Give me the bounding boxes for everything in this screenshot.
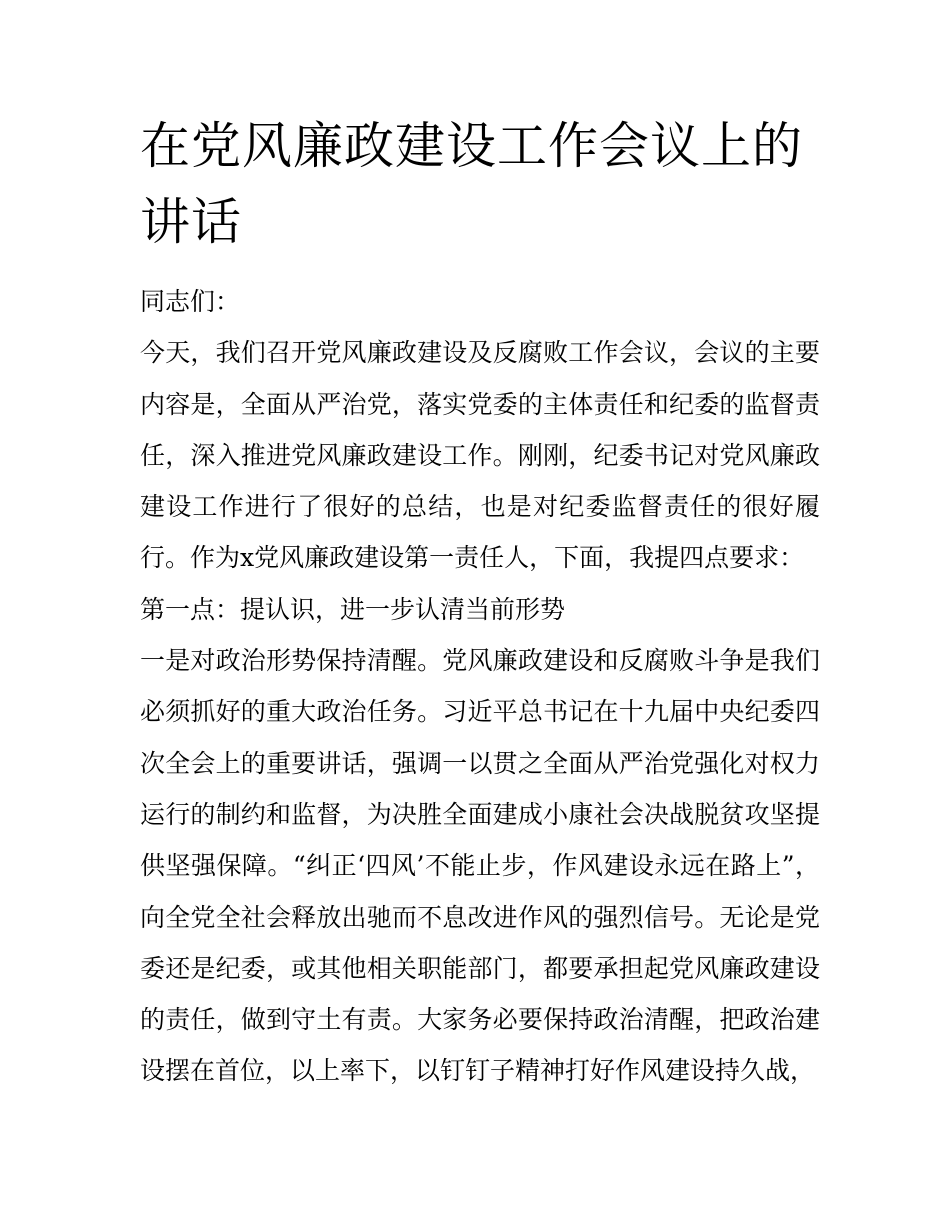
- paragraph-political-situation: 一是对政治形势保持清醒。党风廉政建设和反腐败斗争是我们必须抓好的重大政治任务。习近平总书记在十九届中央纪委四次全会上的重要讲话，强调一以贯之全面从严治党强化对权力运行的制约和监督，为决胜全面建成小康社会决战脱贫攻坚提供坚强保障。“纠正‘四风’不能止步，作风建设永远在路上”，向全党全社会释放出驰而不息改进作风的强烈信号。无论是党委还是纪委，或其他相关职能部门，都要承担起党风廉政建设的责任，做到守土有责。大家务必要保持政治清醒，把政治建设摆在首位，以上率下，以钉钉子精神打好作风建设持久战，: [140, 646, 820, 1086]
- document-body: [140, 276, 820, 1097]
- title-line-2: 讲话: [140, 193, 242, 251]
- paragraph-opening: 今天，我们召开党风廉政建设及反腐败工作会议，会议的主要内容是，全面从严治党，落实党委的主体责任和纪委的监督责任，深入推进党风廉政建设工作。刚刚，纪委书记对党风廉政建设工作进行了很好的总结，也是对纪委监督责任的很好履行。作为x党风廉政建设第一责任人，下面，我提四点要求：: [140, 338, 820, 573]
- salutation: 同志们：: [140, 287, 241, 316]
- document-title: [140, 108, 820, 260]
- title-line-1: 在党风廉政建设工作会议上的: [140, 117, 803, 175]
- section-heading-1: 第一点：提认识，进一步认清当前形势: [140, 594, 566, 624]
